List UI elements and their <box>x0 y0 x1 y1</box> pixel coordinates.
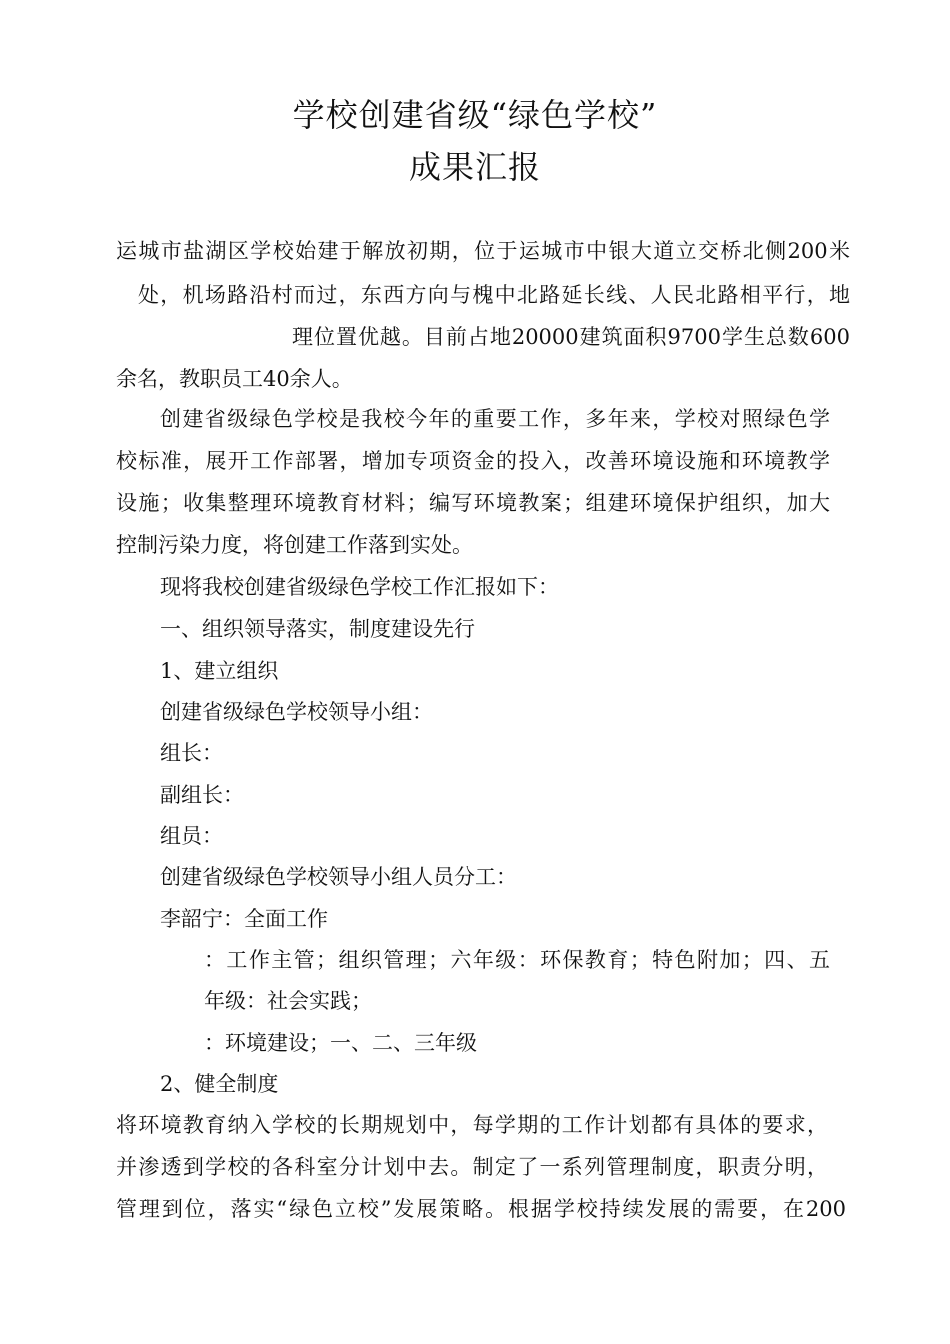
paragraph-3-line-1: 将环境教育纳入学校的长期规划中，每学期的工作计划都有具体的要求， <box>116 1113 828 1137</box>
division-3: ：环境建设；一、二、三年级 <box>204 1031 477 1055</box>
division-2-line-2: 年级：社会实践； <box>204 989 372 1013</box>
leader-label: 组长： <box>160 741 223 765</box>
paragraph-2-line-4: 控制污染力度，将创建工作落到实处。 <box>116 533 473 557</box>
division-li-shaoning: 李韶宁：全面工作 <box>160 907 328 931</box>
division-2-line-1: ：工作主管；组织管理；六年级：环保教育；特色附加；四、五 <box>204 948 830 972</box>
section-1-heading: 一、组织领导落实，制度建设先行 <box>160 617 475 641</box>
paragraph-2-line-2: 校标准，展开工作部署，增加专项资金的投入，改善环境设施和环境教学 <box>116 449 830 473</box>
document-title-line-2: 成果汇报 <box>408 148 541 186</box>
document-title-line-1: 学校创建省级“绿色学校” <box>292 96 658 134</box>
item-1-heading: 1、建立组织 <box>160 659 279 683</box>
report-intro: 现将我校创建省级绿色学校工作汇报如下： <box>160 575 559 599</box>
vice-leader-label: 副组长： <box>160 783 244 807</box>
paragraph-3-line-3: 管理到位，落实“绿色立校”发展策略。根据学校持续发展的需要，在200 <box>116 1197 846 1221</box>
paragraph-3-line-2: 并渗透到学校的各科室分计划中去。制定了一系列管理制度，职责分明， <box>116 1155 828 1179</box>
intro-line-2: 处，机场路沿村而过，东西方向与槐中北路延长线、人民北路相平行，地 <box>138 283 850 307</box>
paragraph-2-line-3: 设施；收集整理环境教育材料；编写环境教案；组建环境保护组织，加大 <box>116 491 830 515</box>
intro-line-4: 余名，教职员工40余人。 <box>116 367 353 391</box>
members-label: 组员： <box>160 824 223 848</box>
intro-line-1: 运城市盐湖区学校始建于解放初期，位于运城市中银大道立交桥北侧200米 <box>116 239 850 263</box>
division-label: 创建省级绿色学校领导小组人员分工： <box>160 865 517 889</box>
paragraph-2-line-1: 创建省级绿色学校是我校今年的重要工作，多年来，学校对照绿色学 <box>160 407 830 431</box>
intro-line-3: 理位置优越。目前占地20000建筑面积9700学生总数600 <box>292 325 850 349</box>
leader-group-label: 创建省级绿色学校领导小组： <box>160 700 433 724</box>
item-2-heading: 2、健全制度 <box>160 1072 279 1096</box>
